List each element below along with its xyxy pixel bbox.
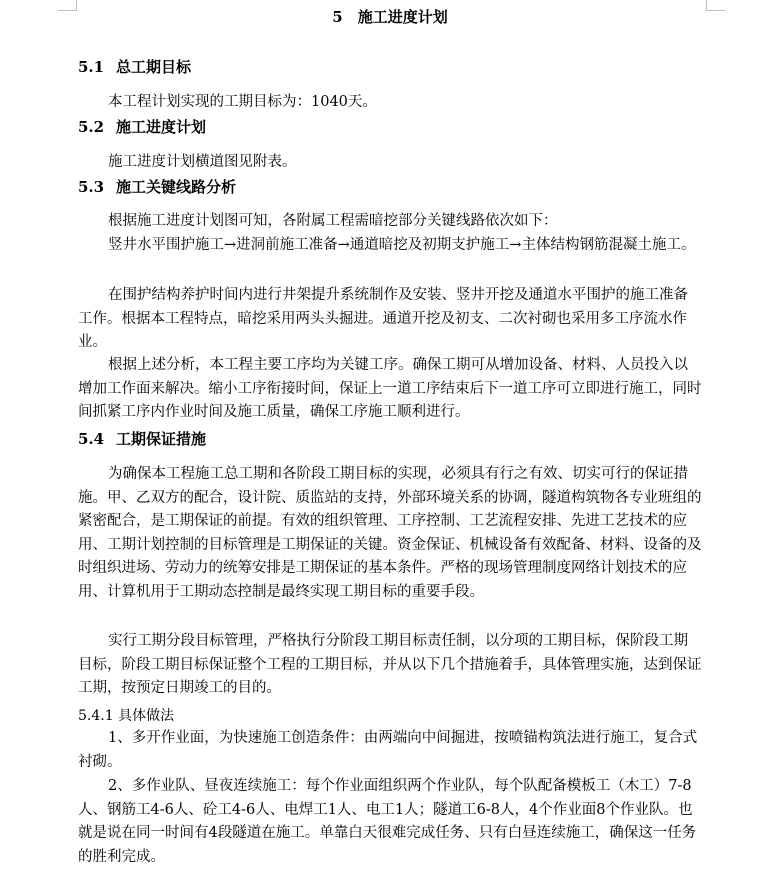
section-number: 5.2 — [78, 118, 105, 136]
section-number: 5.3 — [78, 178, 105, 196]
section-title: 施工关键线路分析 — [116, 178, 237, 196]
subsection-heading: 5.4.1 具体做法 — [78, 708, 175, 724]
list-item: 2、多作业队、昼夜连续施工：每个作业面组织两个作业队，每个队配备模板工（木工）7-8人、钢筋工4-6人、砼工4-6人、电焊工1人、电工1人；隧道工6-8人，4个作业面8个作业队。也就是说在同一时间有4段隧道在施工。单靠白天很难完成任务、只有白昼连续施工，确保这一任务的胜利完成。 — [78, 778, 697, 865]
list-item: 1、多开作业面，为快速施工创造条件：由两端向中间掘进，按喷锚构筑法进行施工，复合式衬砌。 — [78, 730, 698, 770]
paragraph: 为确保本工程施工总工期和各阶段工期目标的实现，必须具有行之有效、切实可行的保证措施。甲、乙双方的配合，设计院、质监站的支持，外部环境关系的协调，隧道构筑物各专业班组的紧密配合，是工期保证的前提。有效的组织管理、工序控制、工艺流程安排、先进工艺技术的应用、工期计划控制的目标管理是工期保证的关键。资金保证、机械设备有效配备、材料、设备的及时组织进场、劳动力的统筹安排是工期保证的基本条件。严格的现场管理制度网络计划技术的应用、计算机用于工期动态控制是最终实现工期目标的重要手段。 — [78, 466, 702, 600]
section-heading-5-2 — [78, 117, 206, 137]
paragraph: 施工进度计划横道图见附表。 — [108, 154, 297, 170]
section-heading-5-4 — [78, 429, 206, 449]
paragraph: 竖井水平围护施工→进洞前施工准备→通道暗挖及初期支护施工→主体结构钢筋混凝土施工。 — [108, 237, 696, 253]
section-title: 工期保证措施 — [116, 430, 207, 448]
section-number: 5.4 — [78, 430, 105, 448]
page-corner-mark-left — [58, 0, 77, 11]
section-title: 施工进度计划 — [116, 118, 207, 136]
paragraph: 在围护结构养护时间内进行井架提升系统制作及安装、竖井开挖及通道水平围护的施工准备工作。根据本工程特点，暗挖采用两头头掘进。通道开挖及初支、二次衬砌也采用多工序流水作业。 — [78, 287, 688, 350]
section-heading-5-1 — [78, 57, 191, 77]
paragraph: 根据施工进度计划图可知，各附属工程需暗挖部分关键线路依次如下： — [108, 213, 558, 229]
section-heading-5-3 — [78, 177, 236, 197]
paragraph: 实行工期分段目标管理，严格执行分阶段工期目标责任制，以分项的工期目标，保阶段工期目标，阶段工期目标保证整个工程的工期目标，并从以下几个措施着手，具体管理实施，达到保证工期，按预定日期竣工的目的。 — [78, 633, 702, 696]
paragraph: 本工程计划实现的工期目标为：1040天。 — [108, 94, 377, 110]
section-title: 总工期目标 — [116, 58, 192, 76]
section-number: 5.1 — [78, 58, 105, 76]
paragraph: 根据上述分析，本工程主要工序均为关键工序。确保工期可从增加设备、材料、人员投入以增加工作面来解决。缩小工序衔接时间，保证上一道工序结束后下一道工序可立即进行施工，同时间抓紧工序内作业时间及施工质量，确保工序施工顺利进行。 — [78, 357, 702, 420]
page-corner-mark-right — [706, 0, 725, 11]
chapter-title: 5 施工进度计划 — [332, 8, 448, 26]
